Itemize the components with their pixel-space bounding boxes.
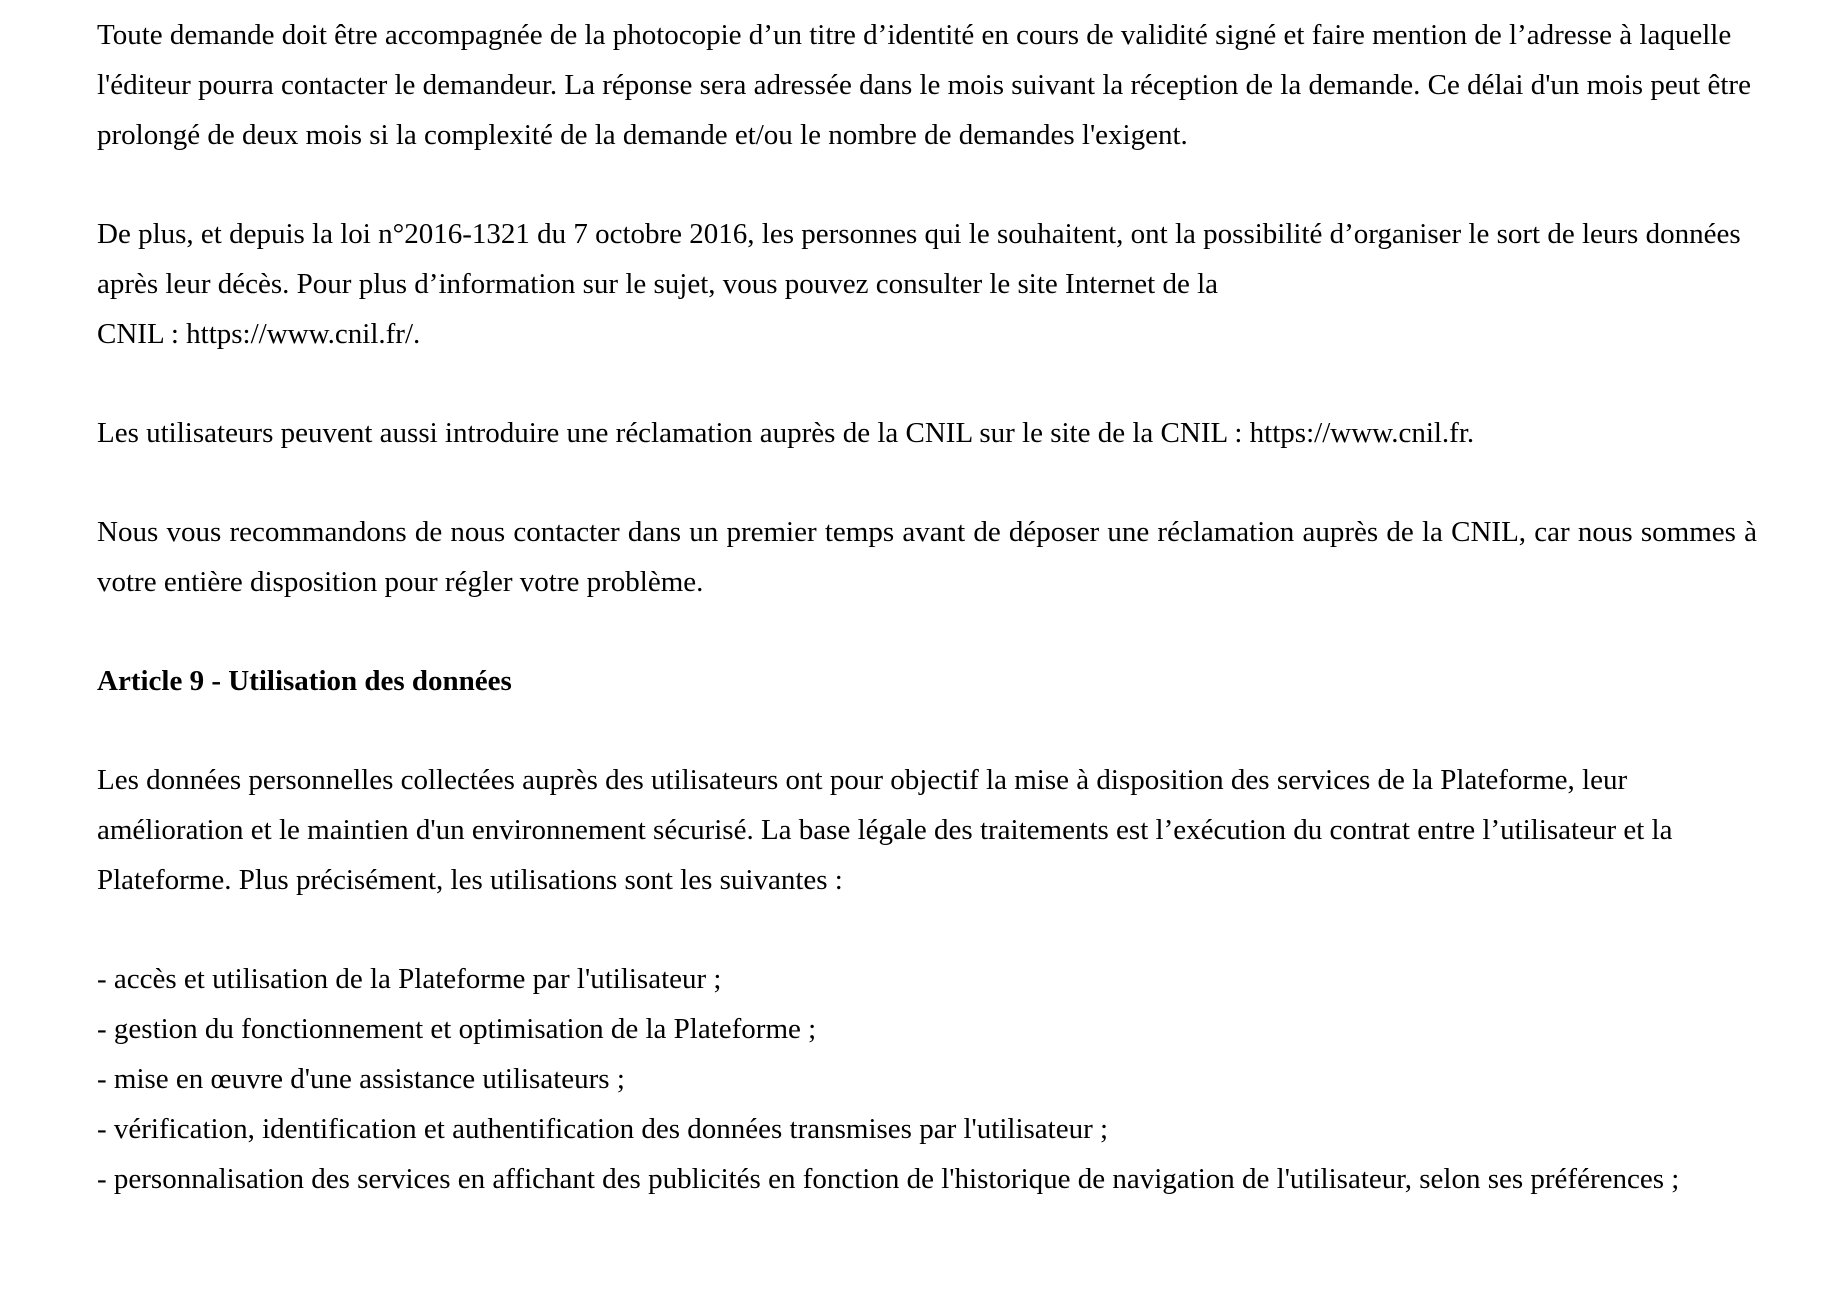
list-item: - accès et utilisation de la Plateforme par l'utilisateur ; xyxy=(97,963,722,995)
paragraph-complaint-cnil: Les utilisateurs peuvent aussi introduire une réclamation auprès de la CNIL sur le site de la CNIL : https://www.cnil.fr. xyxy=(97,417,1475,449)
paragraph-post-mortem-data xyxy=(97,209,1757,359)
article-9-heading: Article 9 - Utilisation des données xyxy=(97,665,512,697)
paragraph-post-mortem-text: De plus, et depuis la loi n°2016-1321 du 7 octobre 2016, les personnes qui le souhaitent, ont la possibilité d’organiser le sort de leurs données après leur décès. Pour plus d’information sur le sujet, vous pouvez consulter le site Internet de la xyxy=(97,218,1741,300)
document-body xyxy=(97,10,1757,1204)
list-item: - gestion du fonctionnement et optimisation de la Plateforme ; xyxy=(97,1013,817,1045)
article-9-intro: Les données personnelles collectées auprès des utilisateurs ont pour objectif la mise à disposition des services de la Plateforme, leur amélioration et le maintien d'un environnement sécurisé. La base légale des traitements est l’exécution du contrat entre l’utilisateur et la Plateforme. Plus précisément, les utilisations sont les suivantes : xyxy=(97,764,1673,896)
uses-list xyxy=(97,954,1757,1204)
list-item: - personnalisation des services en affichant des publicités en fonction de l'historique de navigation de l'utilisateur, selon ses préférences ; xyxy=(97,1163,1680,1195)
list-item: - mise en œuvre d'une assistance utilisateurs ; xyxy=(97,1063,625,1095)
paragraph-contact-first: Nous vous recommandons de nous contacter dans un premier temps avant de déposer une réclamation auprès de la CNIL, car nous sommes à votre entière disposition pour régler votre problème. xyxy=(97,516,1757,598)
list-item: - vérification, identification et authentification des données transmises par l'utilisateur ; xyxy=(97,1113,1109,1145)
paragraph-request-requirements: Toute demande doit être accompagnée de la photocopie d’un titre d’identité en cours de validité signé et faire mention de l’adresse à laquelle l'éditeur pourra contacter le demandeur. La réponse sera adressée dans le mois suivant la réception de la demande. Ce délai d'un mois peut être prolongé de deux mois si la complexité de la demande et/ou le nombre de demandes l'exigent. xyxy=(97,19,1751,151)
cnil-link-text: CNIL : https://www.cnil.fr/. xyxy=(97,318,421,350)
